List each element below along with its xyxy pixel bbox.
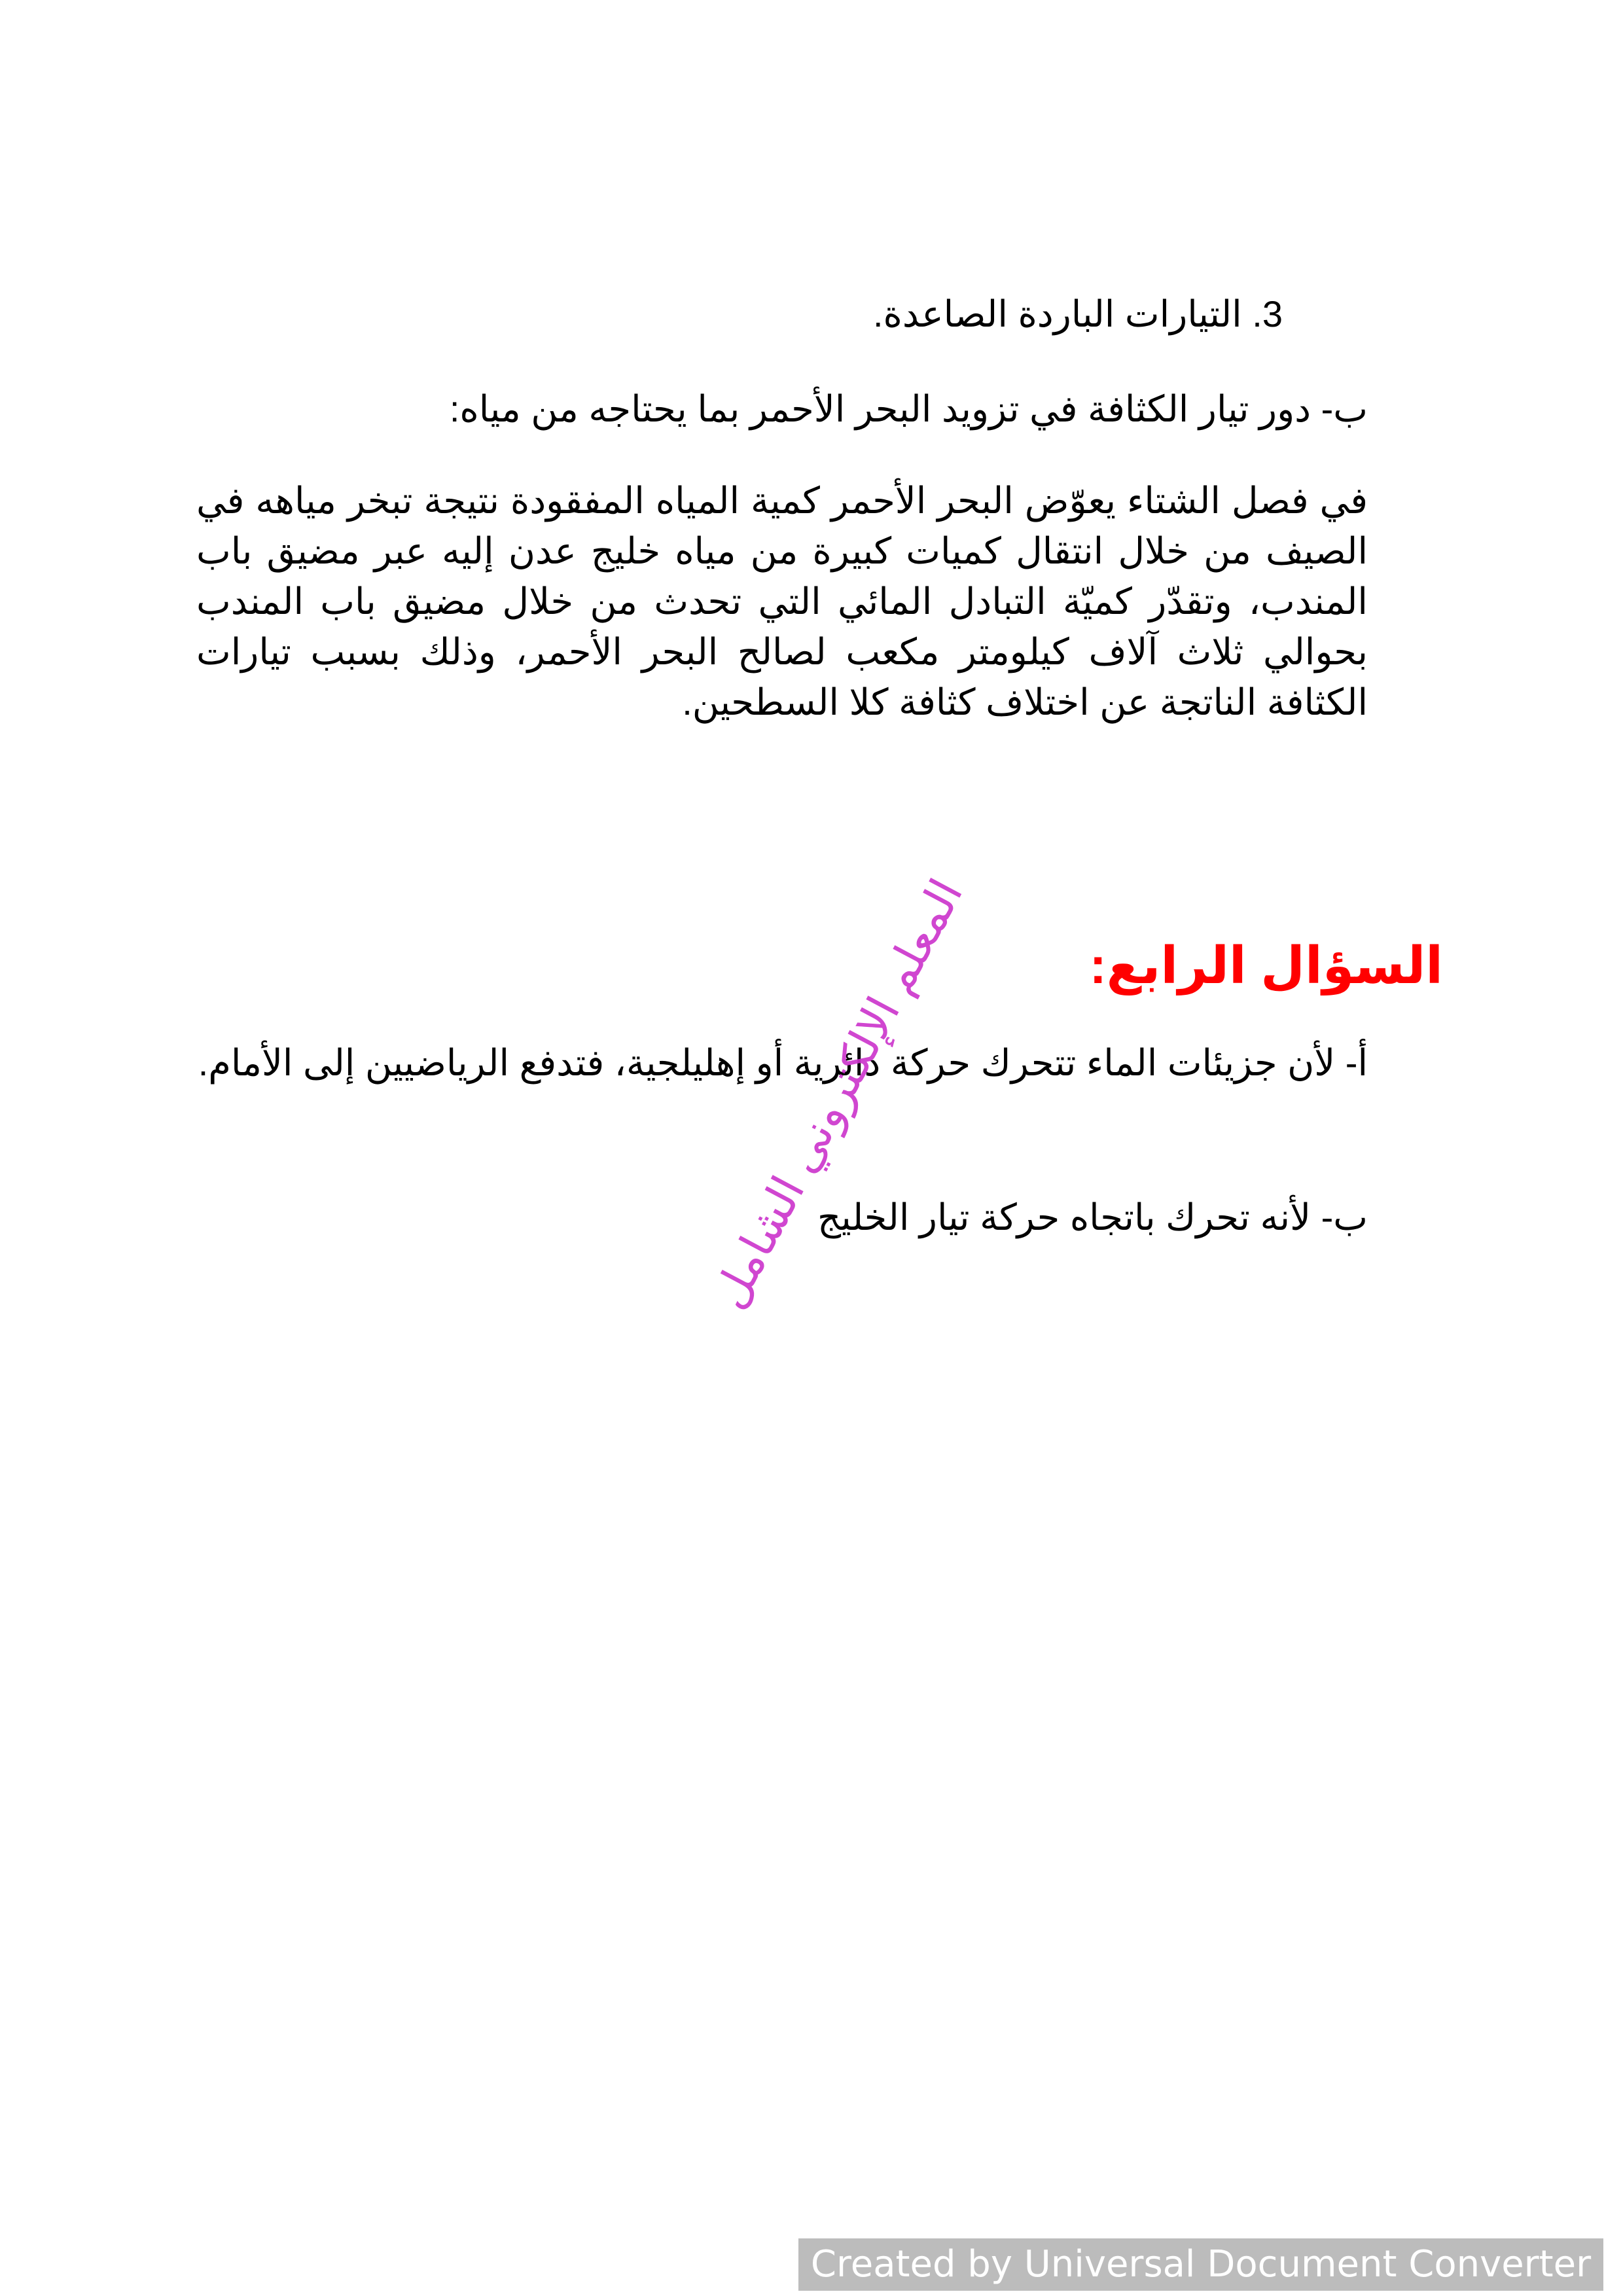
question-4-answer-a: أ- لأن جزيئات الماء تتحرك حركة دائرية أو إهليلجية، فتدفع الرياضيين إلى الأمام. [198, 1042, 1368, 1083]
question-4-heading: السؤال الرابع: [1089, 937, 1443, 994]
question-4-answer-b: ب- لأنه تحرك باتجاه حركة تيار الخليج [817, 1196, 1368, 1238]
item-3-text: 3. التيارات الباردة الصاعدة. [872, 293, 1283, 334]
watermark-text: المعلم الإلكتروني الشامل [703, 870, 972, 1317]
converter-footer-banner: Created by Universal Document Converter [798, 2238, 1603, 2291]
question-b-text: ب- دور تيار الكثافة في تزويد البحر الأحمر بما يحتاجه من مياه: [449, 388, 1368, 429]
answer-b-paragraph: في فصل الشتاء يعوّض البحر الأحمر كمية المياه المفقودة نتيجة تبخر مياهه في الصيف من خلال انتقال كميات كبيرة من مياه خليج عدن إليه عبر مضيق باب المندب، وتقدّر كميّة التبادل المائي التي تحدث من خلال مضيق باب المندب بحوالي ثلاث آلاف كيلومتر مكعب لصالح البحر الأحمر، وذلك بسبب تيارات الكثافة الناتجة عن اختلاف كثافة كلا السطحين. [196, 480, 1368, 723]
